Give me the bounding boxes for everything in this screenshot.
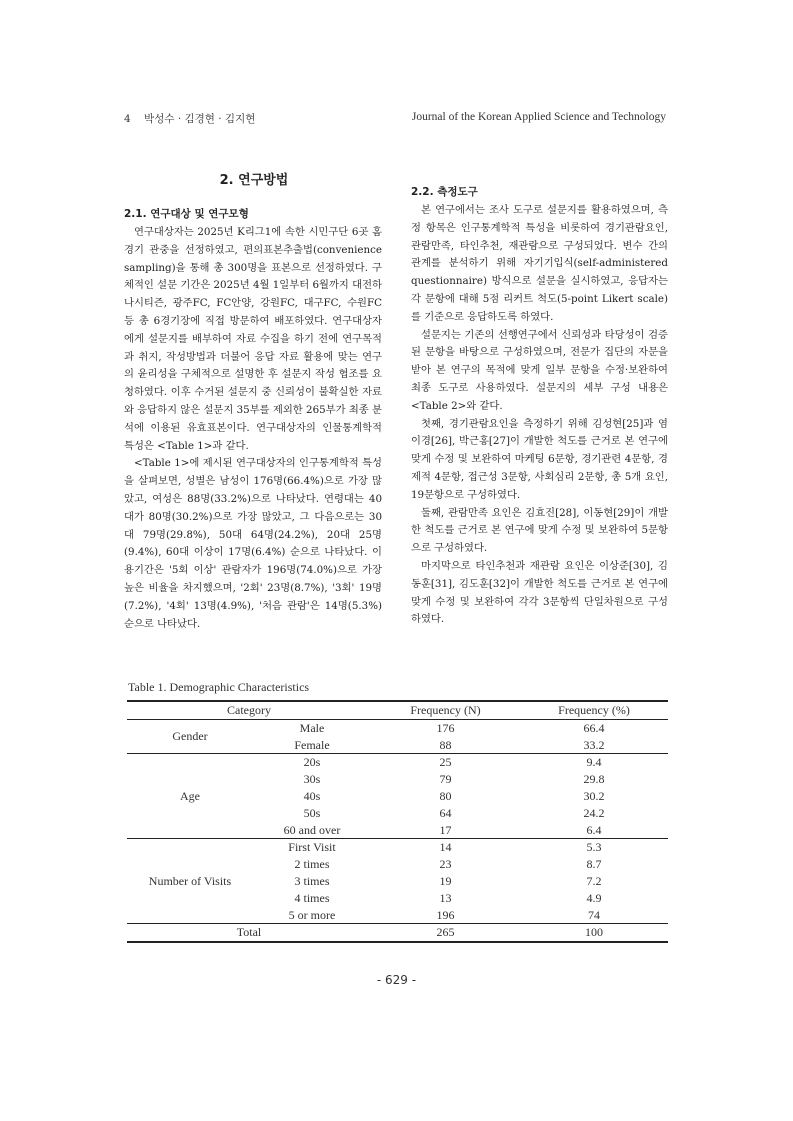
row-n: 196 — [436, 907, 455, 922]
row-label: 50s — [303, 805, 321, 820]
row-pct: 9.4 — [520, 754, 668, 771]
total-n: 265 — [371, 924, 520, 942]
row-n: 23 — [439, 857, 452, 872]
paragraph: 설문지는 기존의 선행연구에서 신뢰성과 타당성이 검증된 문항을 바탕으로 구성하였으며, 전문가 집단의 자문을 받아 본 연구의 목적에 맞게 일부 문항을 수정·보완하여 최종 도구로 사용하였다. 설문지의 세부 구성 내용은 <Table 2>와 같다. — [411, 328, 668, 412]
total-label: Total — [127, 924, 371, 942]
row-label: 3 times — [294, 873, 330, 888]
row-pct: 8.7 — [586, 857, 602, 872]
row-label: 4 times — [294, 890, 330, 905]
row-label: 40s — [303, 788, 321, 803]
row-label: First Visit — [253, 839, 371, 856]
table-header-row — [127, 701, 668, 719]
row-n: 25 — [371, 754, 520, 771]
row-pct: 74 — [588, 907, 600, 922]
row-label: Male — [299, 720, 325, 735]
section-title: 2. 연구방법 — [219, 173, 289, 188]
group-label-age: Age — [127, 754, 253, 839]
row-n: 79 — [439, 772, 452, 787]
paragraph: 본 연구에서는 조사 도구로 설문지를 활용하였으며, 측정 항목은 인구통계학적 특성을 비롯하여 경기관람요인, 관람만족, 타인추천, 재관람으로 구성되었다. 변수 간의 관계를 분석하기 위해 자기기입식(self-administered questionnaire) 방식으로 설문을 실시하였고, 응답자는 각 문항에 대해 5점 리커트 척도(5-point Likert scale)를 기준으로 응답하도록 하였다. — [411, 204, 668, 323]
table-row — [127, 754, 668, 771]
total-pct: 100 — [520, 924, 668, 942]
header-category: Category — [127, 701, 371, 719]
header-frequency-n: Frequency (N) — [371, 701, 520, 719]
running-header-journal: Journal of the Korean Applied Science and Technology — [411, 111, 666, 123]
row-pct: 6.4 — [586, 822, 602, 837]
paragraph: 연구대상자는 2025년 K리그1에 속한 시민구단 6곳 홈경기 관중을 선정하였고, 편의표본추출법(convenience sampling)을 통해 총 300명을 표본으로 선정하였다. 구체적인 설문 기간은 2025년 4월 1일부터 6월까지 대전하나시티즌, 광주FC, FC안양, 강원FC, 대구FC, 수원FC 등 총 6경기장에 직접 방문하여 배포하였다. 연구대상자에게 설문지를 배부하여 자료 수집을 하기 전에 연구목적과 취지, 작성방법과 더불어 응답 자료 활용에 맞는 연구의 윤리성을 구체적으로 설명한 후 설문지 작성 협조를 요청하였다. 이후 수거된 설문지 중 신뢰성이 불확실한 자료와 응답하지 않은 설문지 35부를 제외한 265부가 최종 분석에 이용된 유효표본이다. 연구대상자의 인물통계학적 특성은 <Table 1>과 같다. — [124, 226, 382, 452]
row-n: 80 — [439, 788, 452, 803]
row-label: 2 times — [294, 857, 330, 872]
demographic-table — [127, 700, 668, 943]
row-pct: 29.8 — [583, 772, 605, 787]
running-header-left — [124, 111, 255, 126]
row-n: 64 — [439, 805, 452, 820]
table-row — [127, 839, 668, 856]
table-total-row — [127, 924, 668, 942]
row-n: 17 — [439, 822, 452, 837]
header-authors: 박성수 · 김경현 · 김지현 — [144, 113, 256, 125]
row-pct: 66.4 — [583, 720, 605, 735]
paragraph: 첫째, 경기관람요인을 측정하기 위해 김성현[25]과 염이경[26], 박근홍[27]이 개발한 척도를 근거로 본 연구에 맞게 수정 및 보완하여 마케팅 6문항, 경기관련 4문항, 경제적 4문항, 접근성 3문항, 사회심리 2문항, 총 5개 요인, 19문항으로 구성하였다. — [411, 417, 668, 501]
paragraph: 둘째, 관람만족 요인은 김효진[28], 이동현[29]이 개발한 척도를 근거로 본 연구에 맞게 수정 및 보완하여 5문항으로 구성하였다. — [411, 506, 668, 555]
row-pct: 4.9 — [586, 890, 602, 905]
row-n: 13 — [439, 890, 452, 905]
right-column — [411, 183, 668, 629]
header-page-number: 4 — [124, 113, 131, 125]
row-label: 5 or more — [288, 907, 336, 922]
header-frequency-pct: Frequency (%) — [520, 701, 668, 719]
left-column — [124, 205, 382, 633]
row-label: Female — [294, 737, 330, 752]
row-n: 19 — [439, 873, 452, 888]
row-n: 14 — [371, 839, 520, 856]
row-pct: 30.2 — [583, 788, 605, 803]
group-label-gender: Gender — [172, 729, 208, 744]
table-caption: Table 1. Demographic Characteristics — [128, 680, 310, 694]
row-n: 88 — [439, 737, 452, 752]
subsection-2-2-title: 2.2. 측정도구 — [411, 186, 478, 198]
page-number-footer: - 629 - — [376, 973, 417, 987]
row-pct: 5.3 — [520, 839, 668, 856]
table-row — [127, 719, 668, 736]
group-label-visits: Number of Visits — [127, 839, 253, 924]
row-label: 20s — [253, 754, 371, 771]
row-pct: 33.2 — [583, 737, 605, 752]
row-pct: 7.2 — [586, 873, 602, 888]
row-n: 176 — [436, 720, 455, 735]
paragraph: <Table 1>에 제시된 연구대상자의 인구통계학적 특성을 살펴보면, 성별은 남성이 176명(66.4%)으로 가장 많았고, 여성은 88명(33.2%)으로 나타났다. 연령대는 40대가 80명(30.2%)으로 가장 많았고, 그 다음으로는 30대 79명(29.8%), 50대 64명(24.2%), 20대 25명(9.4%), 60대 이상이 17명(6.4%) 순으로 나타났다. 이용기간은 '5회 이상' 관람자가 196명(74.0%)으로 가장 높은 비율을 차지했으며, '2회' 23명(8.7%), '3회' 19명(7.2%), '4회' 13명(4.9%), '처음 관람'은 14명(5.3%) 순으로 나타났다. — [124, 457, 382, 630]
subsection-2-1-title: 2.1. 연구대상 및 연구모형 — [124, 208, 249, 220]
row-label: 30s — [303, 772, 321, 787]
paragraph: 마지막으로 타인추천과 재관람 요인은 이상준[30], 김동훈[31], 김도훈[32]이 개발한 척도를 근거로 본 연구에 맞게 수정 및 보완하여 각각 3문항씩 단일차원으로 구성하였다. — [411, 559, 668, 626]
row-label: 60 and over — [283, 822, 341, 837]
row-pct: 24.2 — [583, 805, 605, 820]
